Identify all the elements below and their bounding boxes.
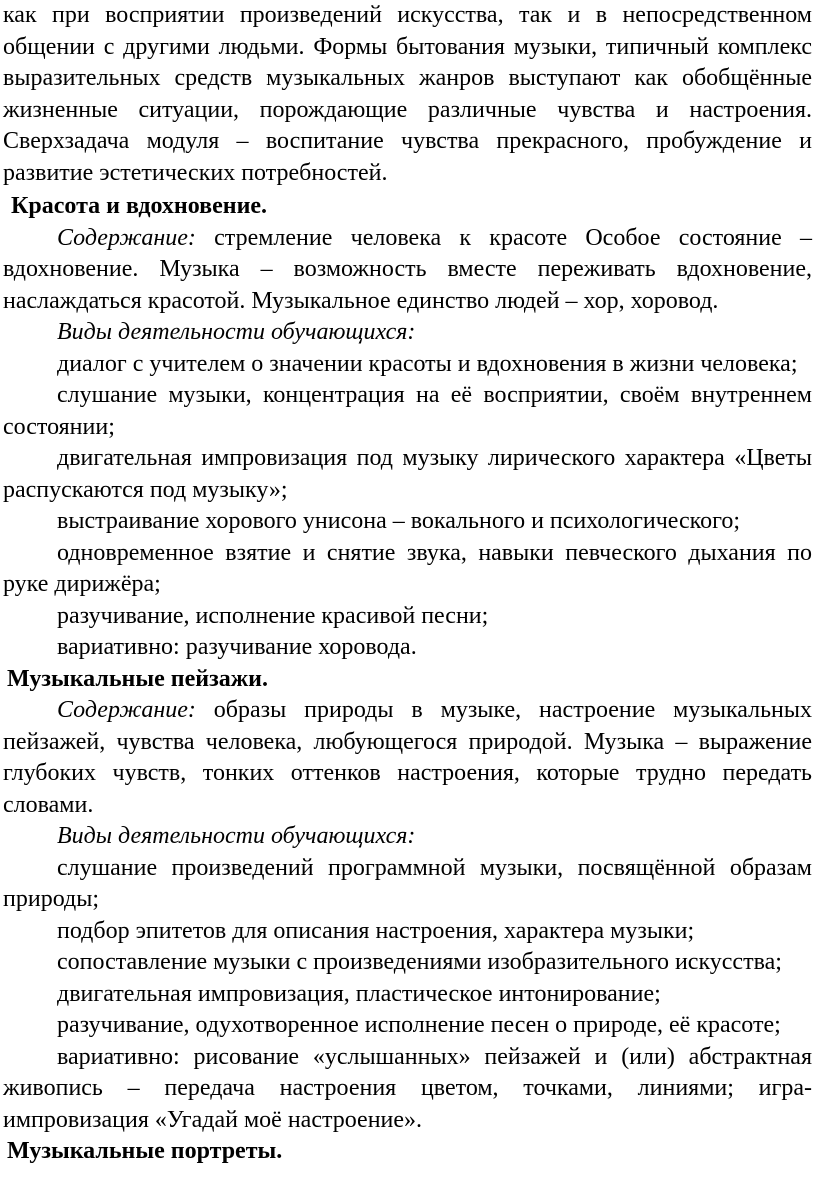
intro-paragraph: как при восприятии произведений искусства, так и в непосредственном общении с другими людьми. Формы бытования музыки, типичный комплекс выразительных средств музыкальных жанров выступают как обобщённые жизненные ситуации, порождающие различные чувства и настроения. Сверхзадача модуля – воспитание чувства прекрасного, пробуждение и развитие эстетических потребностей. (3, 2, 812, 186)
activity-item: слушание музыки, концентрация на её восприятии, своём внутреннем состоянии; (3, 382, 812, 440)
activities-label: Виды деятельности обучающихся: (57, 319, 416, 345)
activity-item: подбор эпитетов для описания настроения, характера музыки; (57, 917, 695, 944)
section-heading-portraits: Музыкальные портреты. (7, 1138, 283, 1164)
activity-item: диалог с учителем о значении красоты и вдохновения в жизни человека; (57, 350, 798, 377)
content-text: образы природы в музыке, настроение музыкальных пейзажей, чувства человека, любующегося природой. Музыка – выражение глубоких чувств, тонких оттенков настроения, которые трудно передать словами. (3, 697, 812, 818)
activity-item: двигательная импровизация под музыку лирического характера «Цветы распускаются под музыку»; (3, 445, 812, 503)
activity-item: разучивание, одухотворенное исполнение песен о природе, её красоте; (57, 1012, 781, 1038)
content-paragraph (3, 223, 812, 318)
content-text: стремление человека к красоте Особое состояние – вдохновение. Музыка – возможность вместе переживать вдохновение, наслаждаться красотой. Музыкальное единство людей – хор, хоровод. (3, 224, 812, 314)
activity-item: сопоставление музыки с произведениями изобразительного искусства; (57, 949, 782, 975)
section-heading-beauty: Красота и вдохновение. (11, 193, 268, 219)
content-paragraph (3, 695, 812, 821)
section-heading-landscapes: Музыкальные пейзажи. (7, 665, 268, 692)
activity-item: разучивание, исполнение красивой песни; (57, 602, 489, 629)
activity-item: вариативно: разучивание хоровода. (57, 634, 417, 660)
content-label: Содержание: (57, 697, 196, 723)
content-label: Содержание: (57, 224, 196, 251)
activity-item: выстраивание хорового унисона – вокального и психологического; (57, 508, 741, 534)
activities-label: Виды деятельности обучающихся: (57, 823, 416, 849)
activity-item: одновременное взятие и снятие звука, навыки певческого дыхания по руке дирижёра; (3, 539, 812, 597)
activity-item: вариативно: рисование «услышанных» пейзажей и (или) абстрактная живопись – передача настроения цветом, точками, линиями; игра-импровизация «Угадай моё настроение». (3, 1043, 812, 1133)
activity-item: слушание произведений программной музыки, посвящённой образам природы; (3, 854, 812, 912)
activity-item: двигательная импровизация, пластическое интонирование; (57, 980, 661, 1007)
